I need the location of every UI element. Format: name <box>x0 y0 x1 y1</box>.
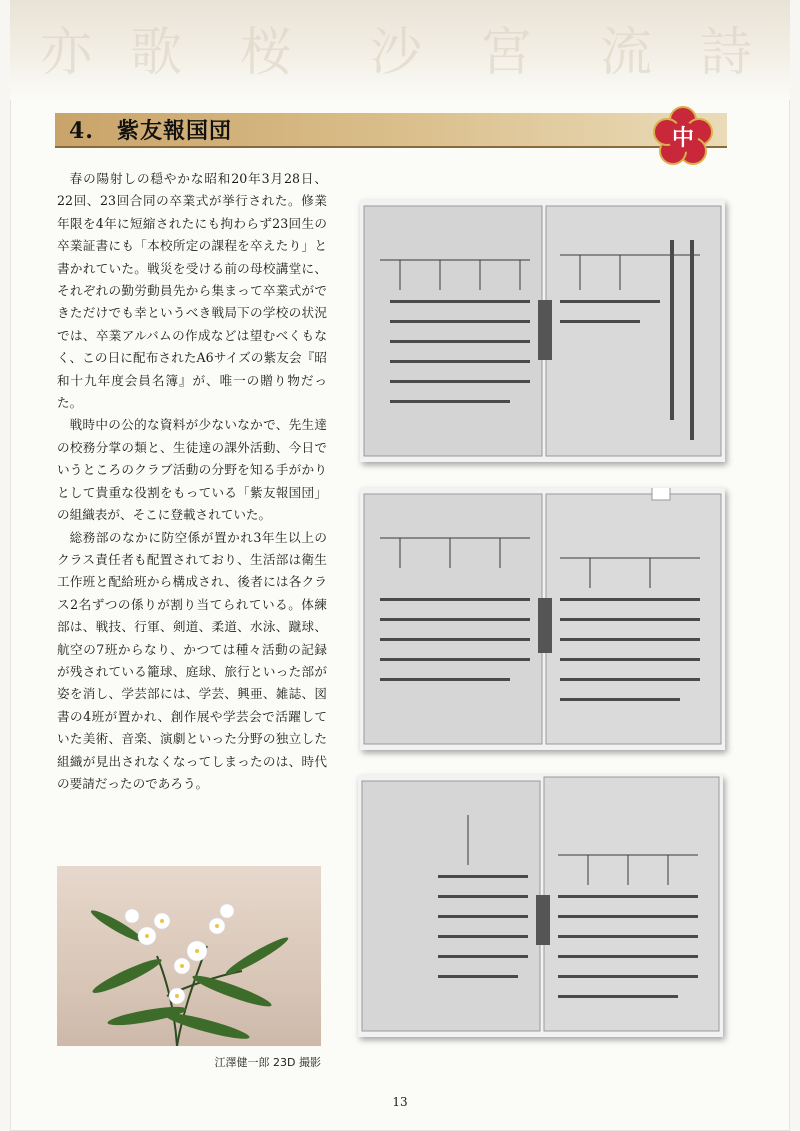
paragraph-3: 総務部のなかに防空係が置かれ3年生以上のクラス責任者も配置されており、生活部は衛生工作班と配給班から構成され、後者には各クラス2名ずつの係りが割り当てられている。体練部は、戦技、行軍、剣道、柔道、水泳、蹴球、航空の7班からなり、かつては種々活動の記録が残されている籠球、庭球、旅行といった部が姿を消し、学芸部には、学芸、興亜、雑誌、図書の4班が置かれ、創作展や学芸会で活躍していた美術、音楽、演劇といった分野の独立した組織が見出されなくなってしまったのは、時代の要請だったのであろう。 <box>57 529 327 791</box>
flower-photo <box>57 866 321 1046</box>
paragraph-1: 春の陽射しの穏やかな昭和20年3月28日、22回、23回合同の卒業式が挙行された。修業年限を4年に短縮されたにも拘わらず23回生の卒業証書にも「本校所定の課程を卒えたり」と書かれていた。戦災を受ける前の母校講堂に、それぞれの勤労動員先から集まって卒業式ができただけでも幸というべき戦局下の学校の状況では、卒業アルバムの作成などは望むべくもなく、この日に配布されたA6サイズの紫友会『昭和十九年度会員名簿』が、唯一の贈り物だった。 <box>57 171 327 411</box>
booklet-photo-1 <box>360 200 725 462</box>
school-emblem-icon <box>648 102 718 172</box>
article-body <box>57 168 327 795</box>
emblem-character: 中 <box>671 125 695 151</box>
calligraphy-header-banner: 亦 歌 桜 沙 宮 流 詩 <box>10 0 790 100</box>
booklet-photo-3 <box>358 775 723 1037</box>
section-title: 4. 紫友報国団 <box>69 118 232 144</box>
booklet-photo-2 <box>360 488 725 750</box>
section-title-bar <box>55 113 727 148</box>
paragraph-2: 戦時中の公的な資料が少ないなかで、先生達の校務分掌の類と、生徒達の課外活動、今日でいうところのクラブ活動の分野を知る手がかりとして貴重な役割をもっている「紫友報国団」の組織表が、そこに登載されていた。 <box>57 417 327 523</box>
page-number: 13 <box>392 1095 408 1109</box>
photo-caption: 江澤健一郎 23D 撮影 <box>214 1056 321 1069</box>
